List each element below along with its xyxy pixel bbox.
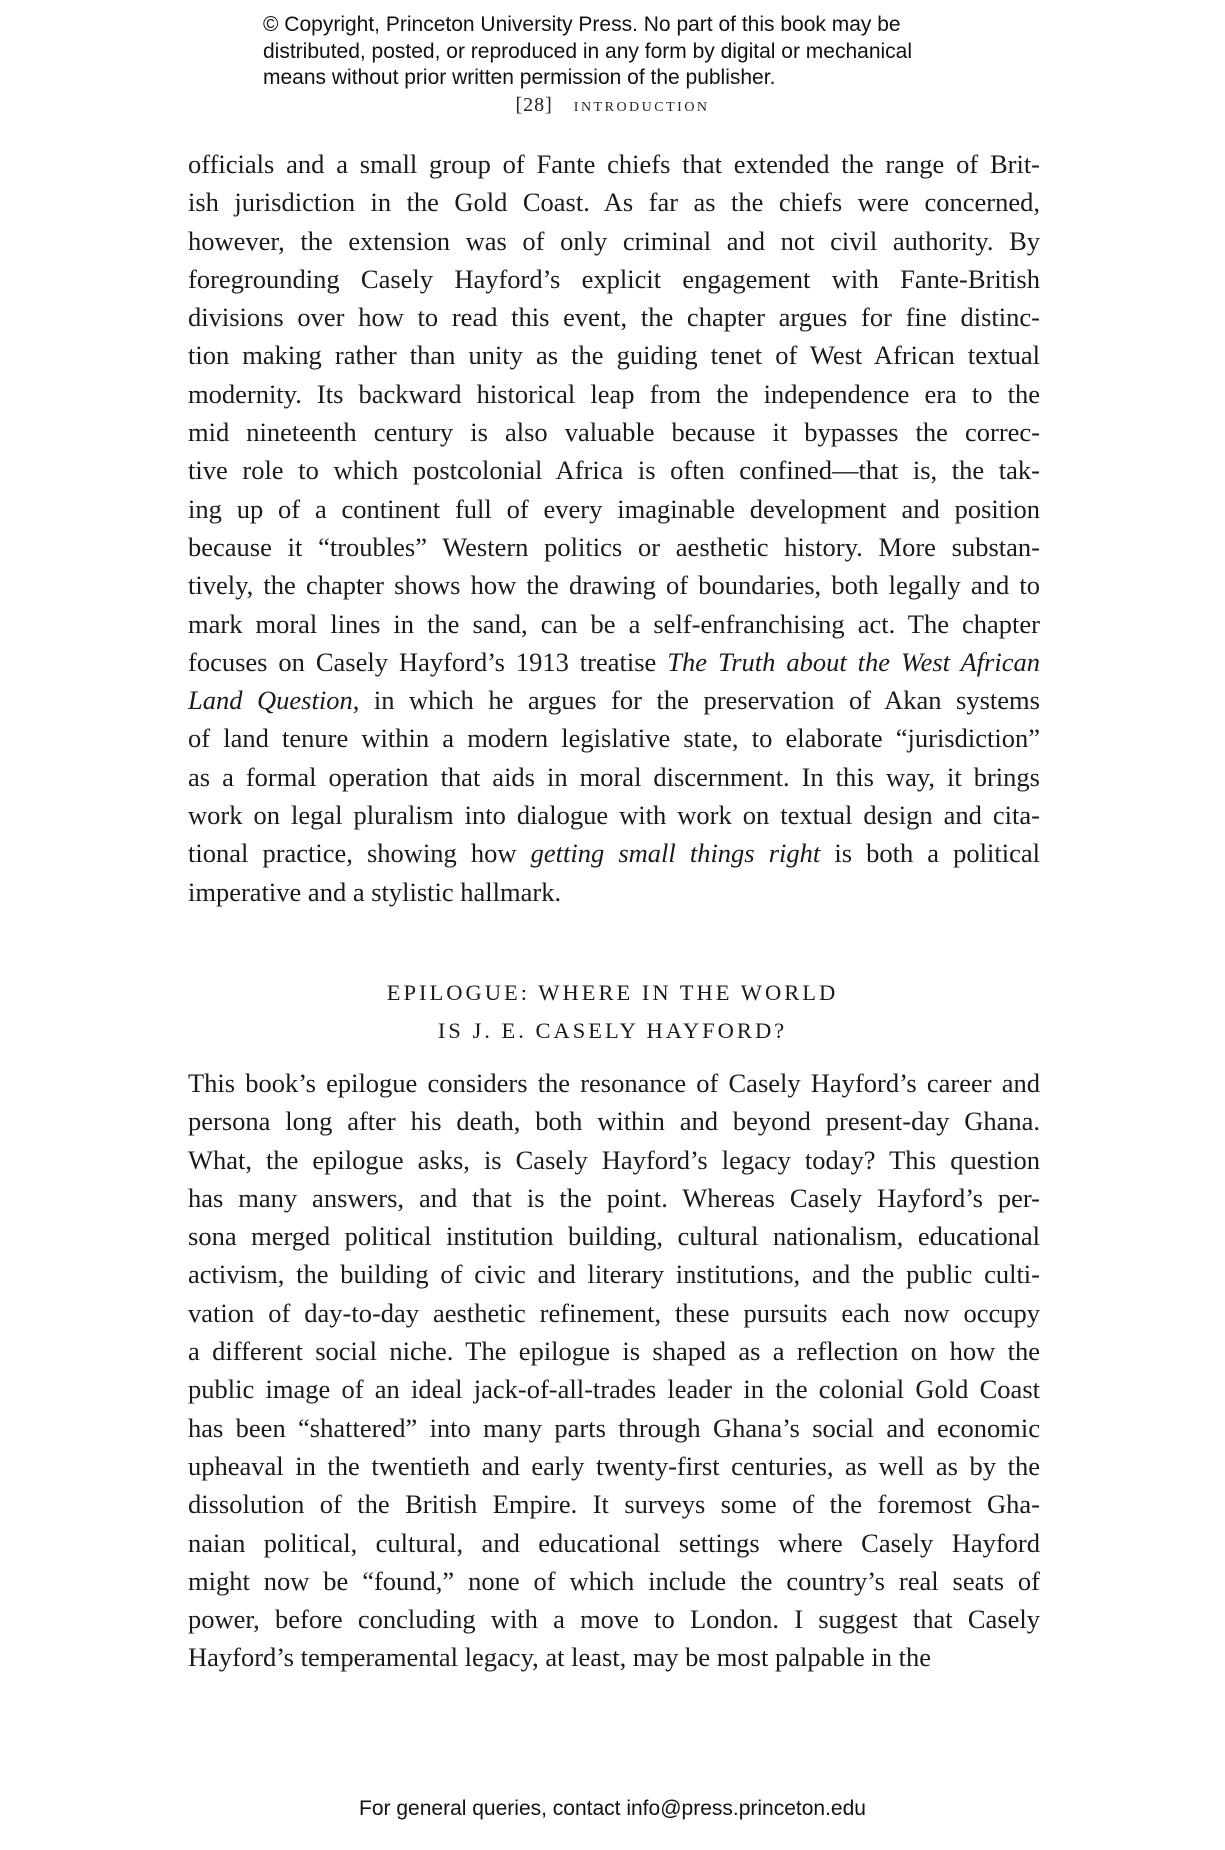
copyright-line: distributed, posted, or reproduced in any form by digital or mechanical [263,39,913,63]
text-line: tive role to which postcolonial Africa is often confined—that is, the tak- [188,455,1040,486]
text-line: has many answers, and that is the point. Whereas Casely Hayford’s per- [188,1182,1040,1213]
italic-title: The Truth about the West African [667,646,1040,677]
text-line: upheaval in the twentieth and early twenty-first centuries, as well as by the [188,1450,1040,1481]
text-line: mark moral lines in the sand, can be a self-enfranchising act. The chapter [188,608,1040,639]
copyright-line: © Copyright, Princeton University Press. No part of this book may be [263,13,901,36]
text-line: has been “shattered” into many parts through Ghana’s social and economic [188,1412,1040,1443]
text-line: divisions over how to read this event, the chapter argues for fine distinc- [188,302,1040,333]
text-line: as a formal operation that aids in moral discernment. In this way, it brings [188,761,1040,792]
text-line: however, the extension was of only criminal and not civil authority. By [188,225,1040,256]
text-line: Hayford’s temperamental legacy, at least, may be most palpable in the [188,1642,931,1673]
running-head-section: introduction [573,94,710,116]
text-line [188,834,1040,872]
text-line: officials and a small group of Fante chiefs that extended the range of Brit- [188,149,1040,179]
text-line: sona merged political institution building, cultural nationalism, educational [188,1221,1040,1252]
text-line: foregrounding Casely Hayford’s explicit engagement with Fante-British [188,263,1040,294]
section-heading-line-2: IS J. E. CASELY HAYFORD? [437,1018,788,1043]
body-paragraph-2 [188,1064,1040,1677]
text-run: is both a political [820,838,1040,869]
text-line: of land tenure within a modern legislative state, to elaborate “jurisdiction” [188,723,1040,754]
text-line: because it “troubles” Western politics or aesthetic history. More substan- [188,531,1040,562]
italic-title: getting small things right [530,838,821,869]
page-number: [28] [515,94,553,116]
italic-title: Land Question [188,685,353,716]
section-heading [0,974,1225,1050]
text-line: mid nineteenth century is also valuable because it bypasses the correc- [188,417,1040,448]
text-line [188,681,1040,719]
copyright-notice [263,12,983,92]
text-line: tion making rather than unity as the guiding tenet of West African textual [188,340,1040,371]
text-line: ing up of a continent full of every imaginable development and position [188,493,1040,524]
footer-contact: For general queries, contact info@press.princeton.edu [359,1797,866,1820]
text-line: work on legal pluralism into dialogue with work on textual design and cita- [188,800,1040,831]
text-line: naian political, cultural, and educational settings where Casely Hayford [188,1527,1040,1558]
copyright-line: means without prior written permission of the publisher. [263,66,776,89]
text-line: a different social niche. The epilogue is shaped as a reflection on how the [188,1336,1040,1367]
text-line: might now be “found,” none of which include the country’s real seats of [188,1565,1040,1596]
body-paragraph-1 [188,145,1040,911]
text-run: tional practice, showing how [188,838,531,869]
running-head [0,94,1225,117]
text-line: dissolution of the British Empire. It surveys some of the foremost Gha- [188,1489,1040,1520]
text-line: tively, the chapter shows how the drawing of boundaries, both legally and to [188,570,1040,601]
text-line: power, before concluding with a move to London. I suggest that Casely [188,1604,1040,1635]
section-heading-line-1: EPILOGUE: WHERE IN THE WORLD [386,980,839,1005]
text-line: persona long after his death, both within and beyond present-day Ghana. [188,1106,1040,1137]
text-line: imperative and a stylistic hallmark. [188,876,562,907]
text-line: modernity. Its backward historical leap from the independence era to the [188,378,1040,409]
text-run: focuses on Casely Hayford’s 1913 treatise [188,646,668,677]
text-line: public image of an ideal jack-of-all-trades leader in the colonial Gold Coast [188,1374,1040,1405]
text-line: vation of day-to-day aesthetic refinement, these pursuits each now occupy [188,1297,1040,1328]
text-line: This book’s epilogue considers the resonance of Casely Hayford’s career and [188,1068,1040,1098]
text-line [188,643,1040,681]
text-line: activism, the building of civic and literary institutions, and the public culti- [188,1259,1040,1290]
text-run: , in which he argues for the preservation of Akan systems [352,685,1040,716]
text-line: ish jurisdiction in the Gold Coast. As far as the chiefs were concerned, [188,187,1040,218]
text-line: What, the epilogue asks, is Casely Hayford’s legacy today? This question [188,1144,1040,1175]
